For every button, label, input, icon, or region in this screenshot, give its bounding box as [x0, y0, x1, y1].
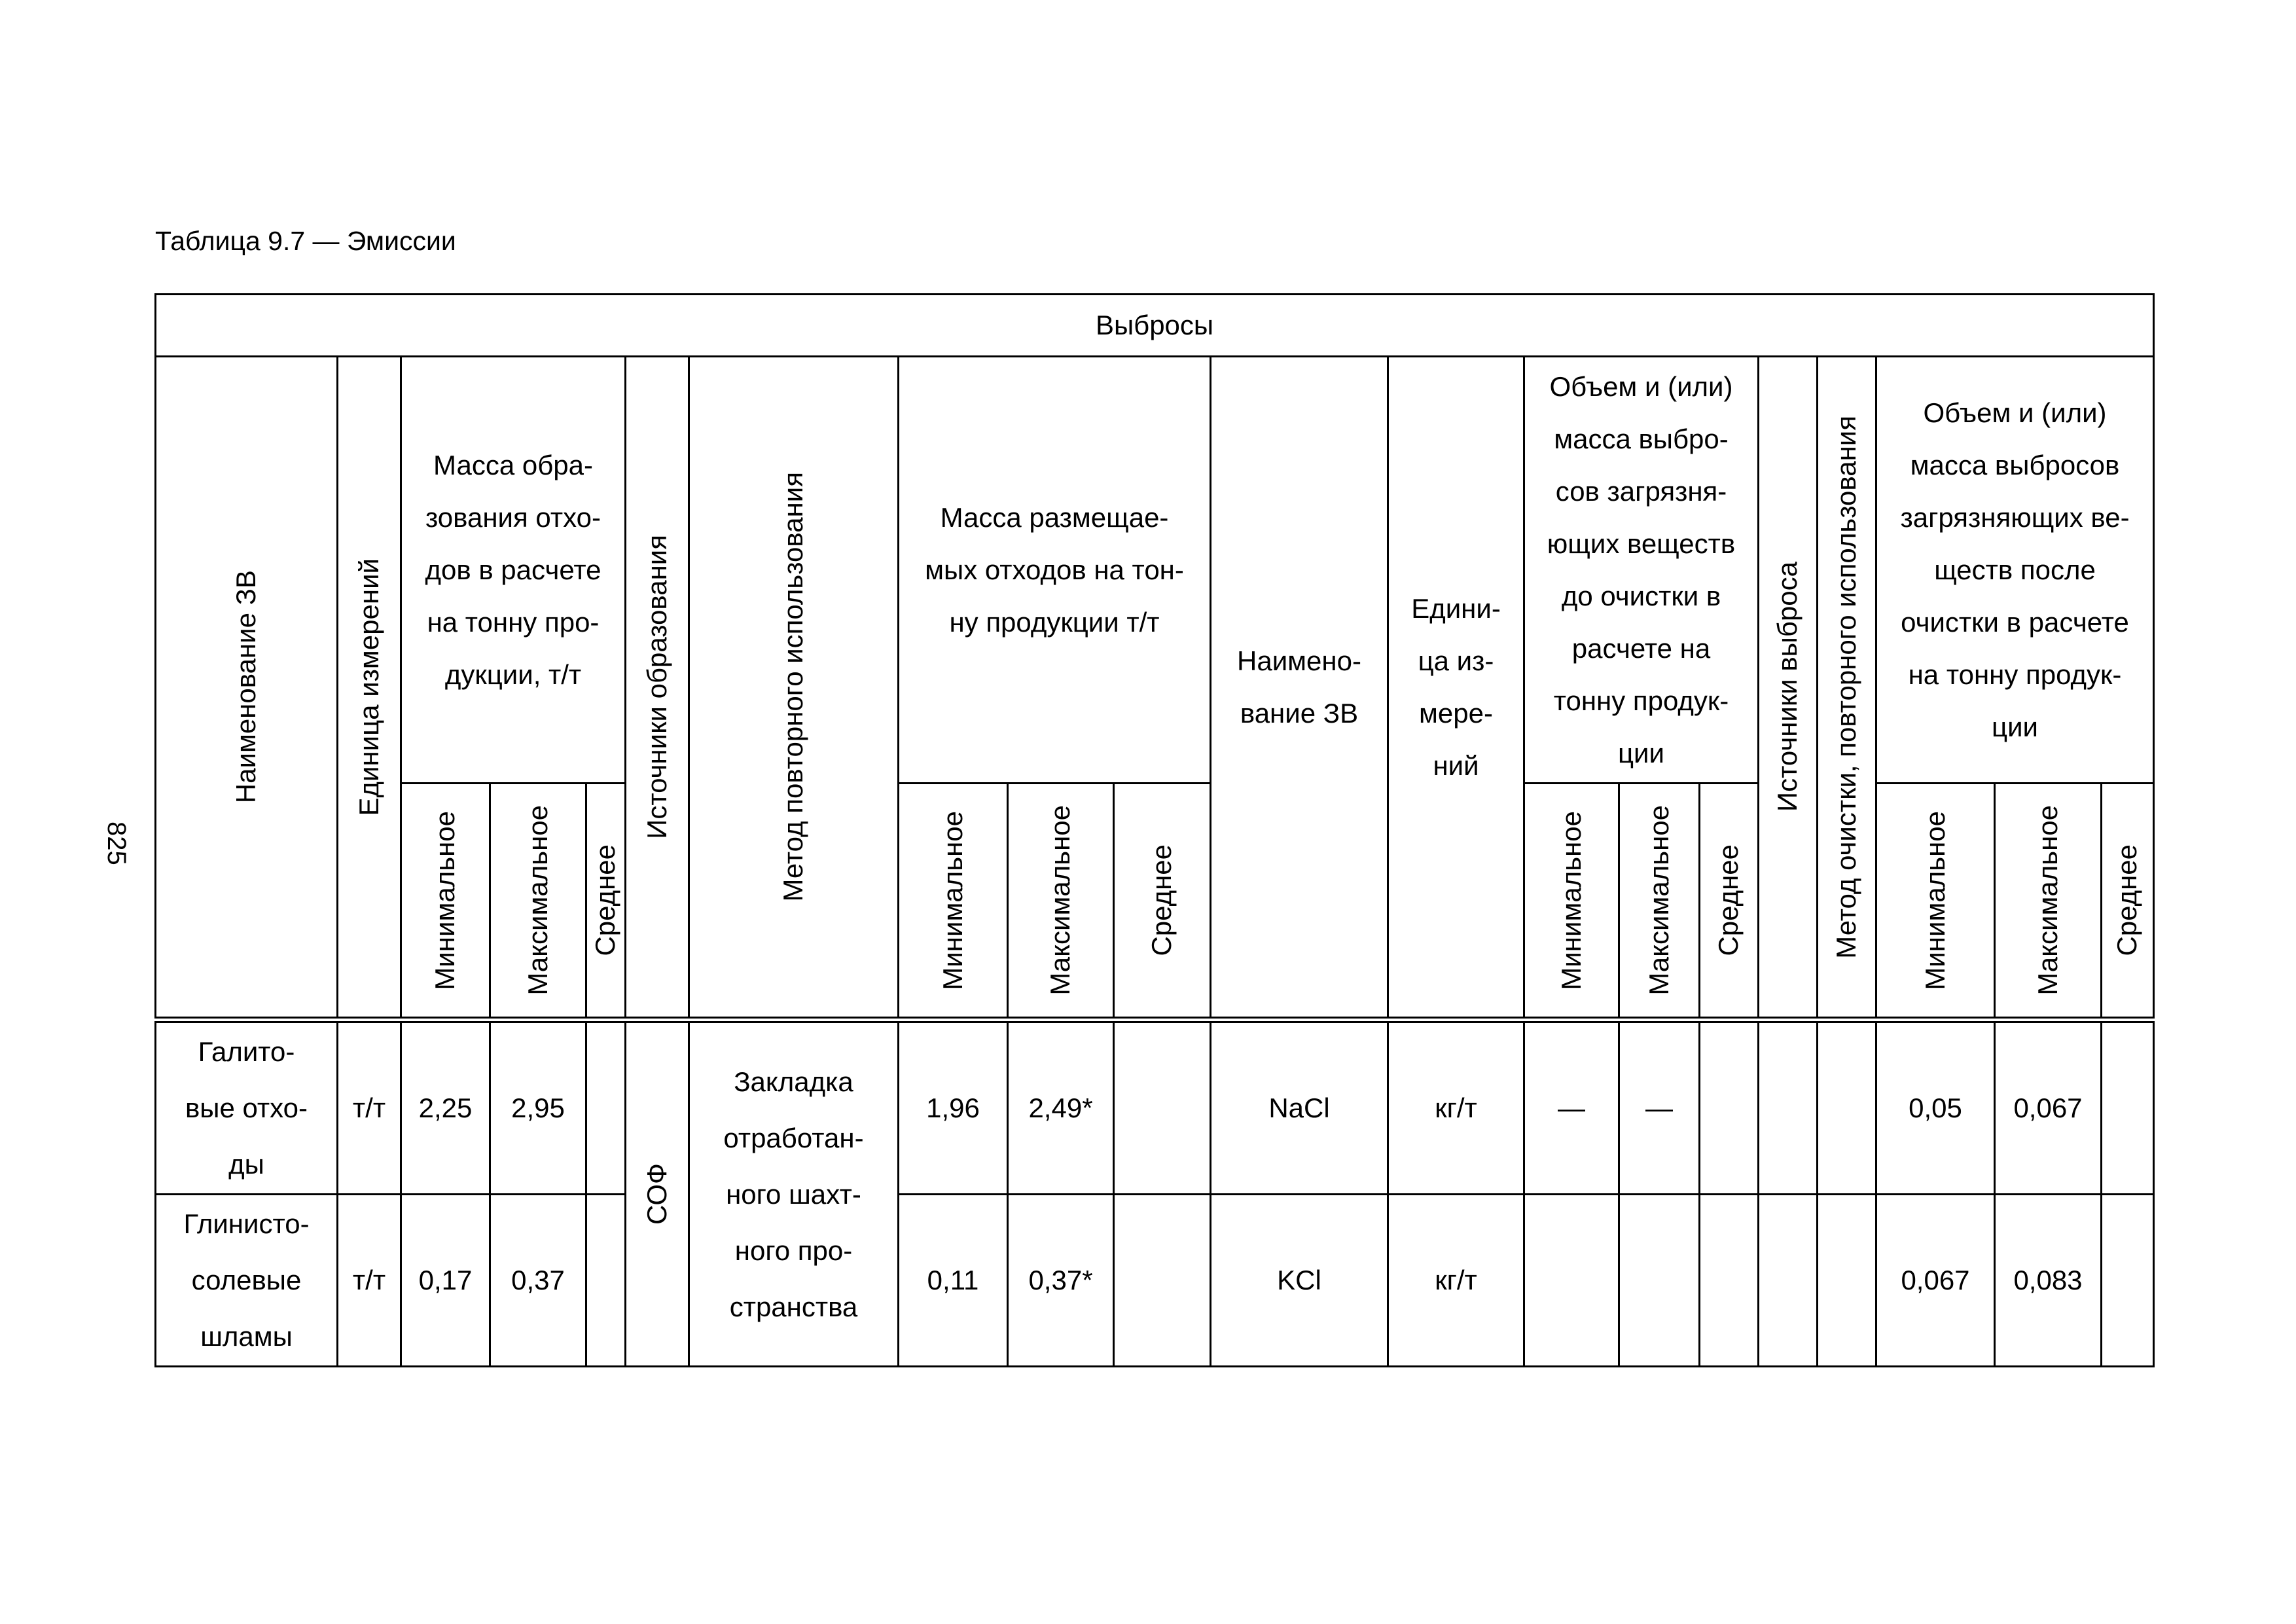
table-caption: Таблица 9.7 — Эмиссии — [155, 226, 456, 256]
cell-mp-avg — [1114, 1020, 1211, 1195]
cell-va-avg — [2102, 1195, 2154, 1367]
cell-mp-max: 2,49* — [1008, 1020, 1114, 1195]
header-emission-sources: Источники выброса — [1759, 357, 1818, 1020]
header-mf-max: Максимальное — [490, 784, 586, 1020]
header-mf-min: Минимальное — [401, 784, 490, 1020]
cell-vb-min: — — [1524, 1020, 1619, 1195]
cell-vb-min — [1524, 1195, 1619, 1367]
cell-mf-avg — [586, 1020, 626, 1195]
cell-zv: NaCl — [1211, 1020, 1388, 1195]
cell-mp-max: 0,37* — [1008, 1195, 1114, 1367]
header-reuse-method: Метод повторного использования — [689, 357, 899, 1020]
header-mp-avg: Среднее — [1114, 784, 1211, 1020]
table-row — [156, 1020, 2154, 1195]
header-mf-avg: Среднее — [586, 784, 626, 1020]
header-va-avg: Среднее — [2102, 784, 2154, 1020]
header-volume-before: Объем и (или) масса выбро- сов загрязня- ющих веществ до очистки в расчете на тонну продук- ции — [1524, 357, 1759, 784]
cell-name: Галито- вые отхо- ды — [156, 1020, 338, 1195]
header-unit2: Едини- ца из- мере- ний — [1388, 357, 1524, 1020]
header-vb-max: Максимальное — [1619, 784, 1700, 1020]
header-sources-formation: Источники образования — [626, 357, 689, 1020]
cell-mf-avg — [586, 1195, 626, 1367]
header-vb-avg: Среднее — [1700, 784, 1759, 1020]
cell-name: Глинисто- солевые шламы — [156, 1195, 338, 1367]
cell-va-min: 0,05 — [1876, 1020, 1995, 1195]
header-cleaning-method: Метод очистки, повторного использования — [1818, 357, 1876, 1020]
header-unit: Единица измерений — [338, 357, 401, 1020]
header-va-min: Минимальное — [1876, 784, 1995, 1020]
page-number: 825 — [102, 821, 131, 865]
cell-zv-unit: кг/т — [1388, 1195, 1524, 1367]
header-name-zv: Наименование ЗВ — [156, 357, 338, 1020]
header-vb-min: Минимальное — [1524, 784, 1619, 1020]
cell-va-avg — [2102, 1020, 2154, 1195]
cell-unit: т/т — [338, 1195, 401, 1367]
header-volume-after: Объем и (или) масса выбросов загрязняющих ве- ществ после очистки в расчете на тонну продук- ции — [1876, 357, 2154, 784]
cell-src — [1759, 1195, 1818, 1367]
cell-vb-max — [1619, 1195, 1700, 1367]
cell-method — [1818, 1195, 1876, 1367]
cell-mp-min: 1,96 — [899, 1020, 1008, 1195]
header-mp-max: Максимальное — [1008, 784, 1114, 1020]
emissions-table — [154, 293, 2155, 1367]
cell-mp-avg — [1114, 1195, 1211, 1367]
cell-zv: KCl — [1211, 1195, 1388, 1367]
cell-mf-max: 2,95 — [490, 1020, 586, 1195]
cell-method — [1818, 1020, 1876, 1195]
cell-va-max: 0,067 — [1995, 1020, 2102, 1195]
header-mass-placed: Масса размещае- мых отходов на тон- ну продукции т/т — [899, 357, 1211, 784]
cell-vb-avg — [1700, 1020, 1759, 1195]
cell-va-min: 0,067 — [1876, 1195, 1995, 1367]
header-va-max: Максимальное — [1995, 784, 2102, 1020]
cell-mf-min: 2,25 — [401, 1020, 490, 1195]
cell-source-shared: СОФ — [626, 1020, 689, 1367]
cell-unit: т/т — [338, 1020, 401, 1195]
header-emissions: Выбросы — [156, 295, 2154, 357]
cell-vb-avg — [1700, 1195, 1759, 1367]
cell-mf-min: 0,17 — [401, 1195, 490, 1367]
header-name-zv2: Наимено- вание ЗВ — [1211, 357, 1388, 1020]
table-row — [156, 1195, 2154, 1367]
header-mass-formation: Масса обра- зования отхо- дов в расчете на тонну про- дукции, т/т — [401, 357, 626, 784]
cell-mf-max: 0,37 — [490, 1195, 586, 1367]
cell-zv-unit: кг/т — [1388, 1020, 1524, 1195]
cell-vb-max: — — [1619, 1020, 1700, 1195]
cell-va-max: 0,083 — [1995, 1195, 2102, 1367]
cell-mp-min: 0,11 — [899, 1195, 1008, 1367]
cell-src — [1759, 1020, 1818, 1195]
header-mp-min: Минимальное — [899, 784, 1008, 1020]
cell-reuse-shared: Закладка отработан- ного шахт- ного про- странства — [689, 1020, 899, 1367]
